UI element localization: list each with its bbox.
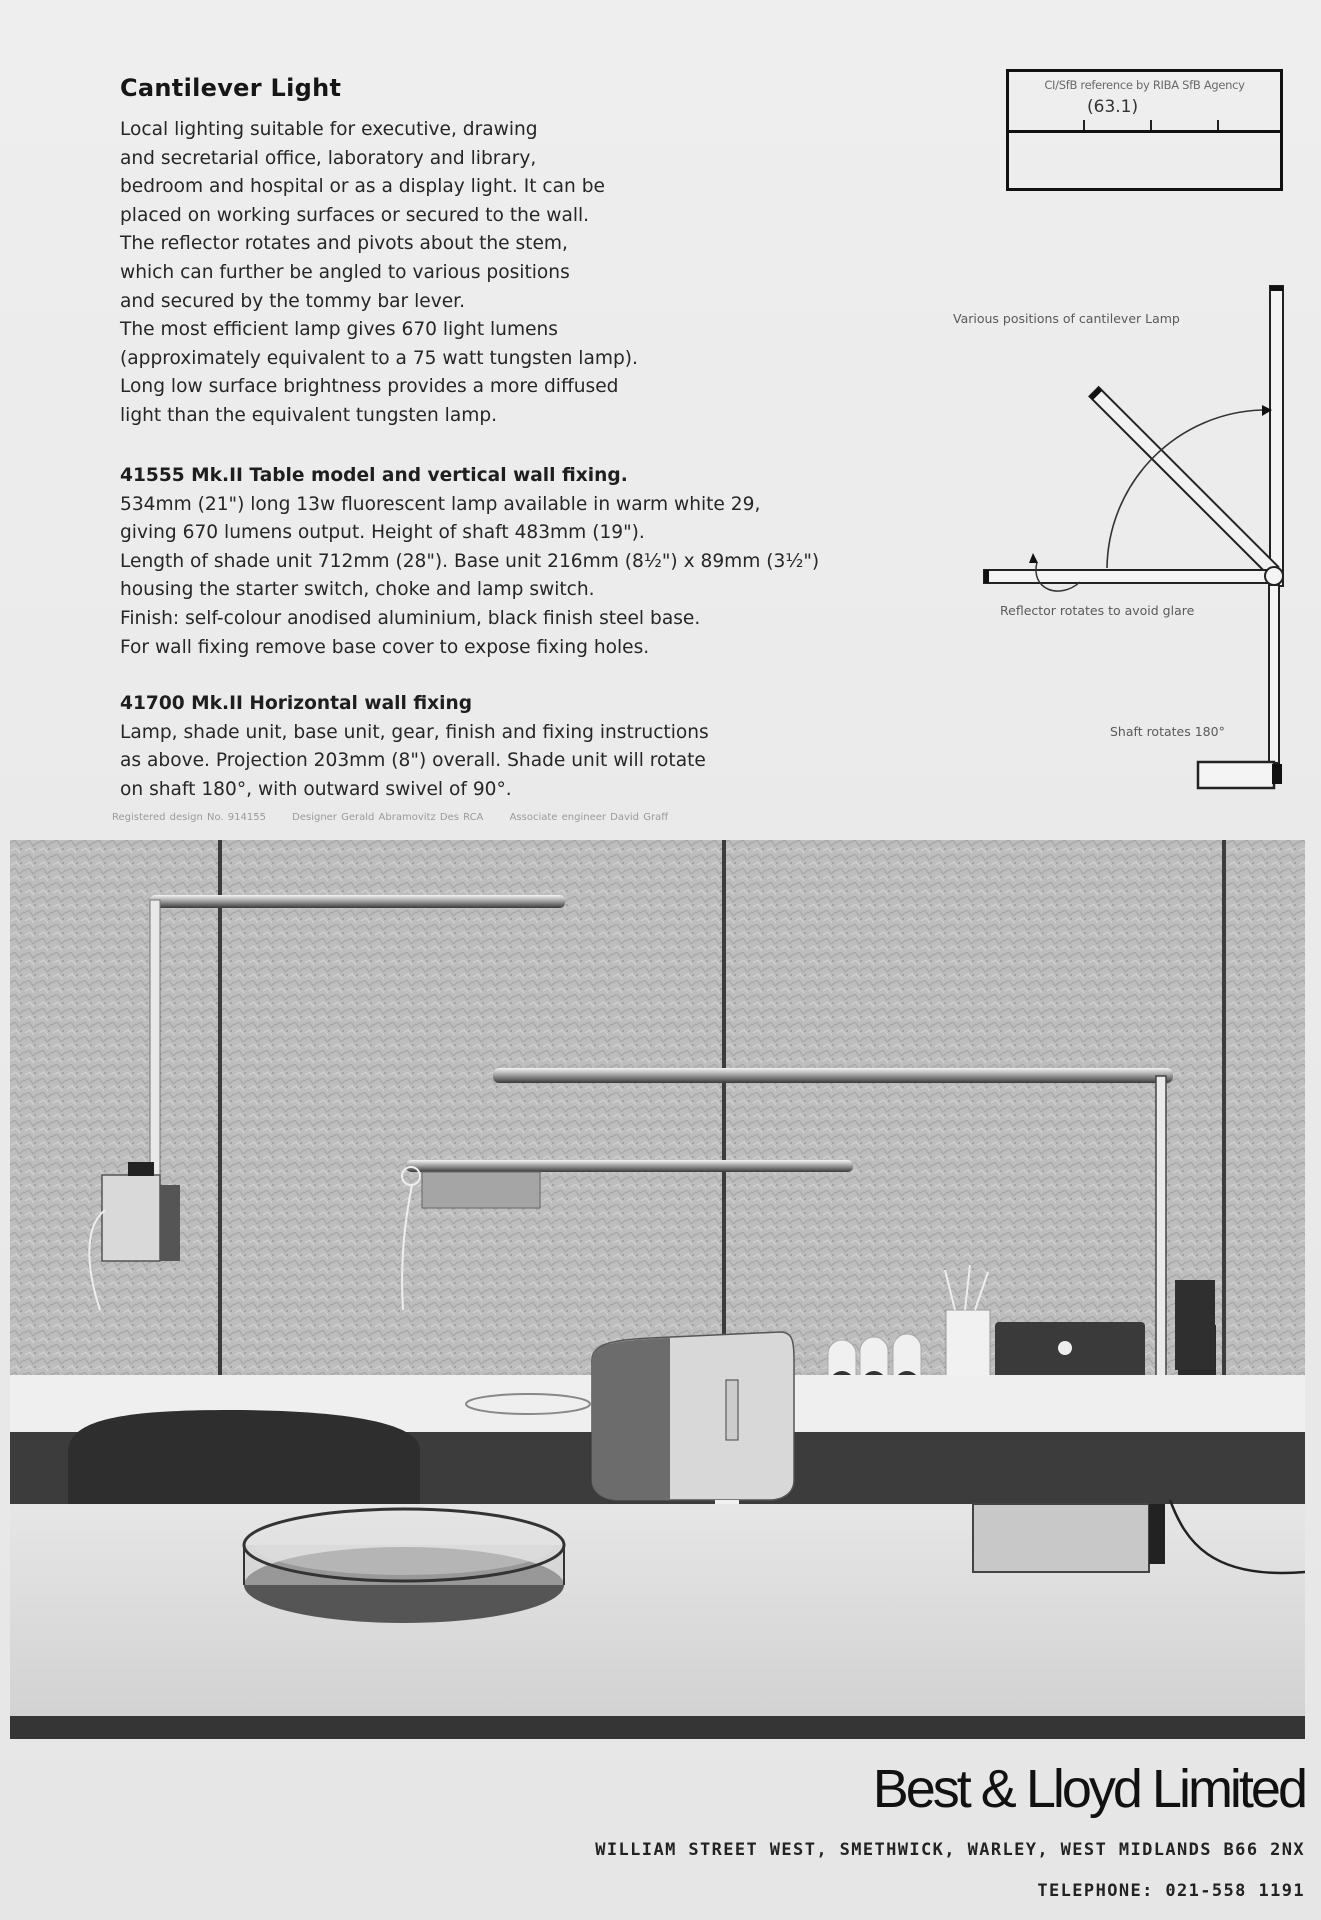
- cisfb-top-cell: [1009, 72, 1280, 133]
- model-41555-heading: 41555 Mk.II Table model and vertical wall fixing.: [120, 465, 628, 486]
- model-41700-section: [120, 690, 709, 804]
- diagram-label-shaft: Shaft rotates 180°: [1110, 724, 1225, 739]
- cisfb-tick: [1083, 120, 1085, 130]
- intro-line: which can further be angled to various positions: [120, 261, 570, 283]
- spec-line: Lamp, shade unit, base unit, gear, finish and fixing instructions: [120, 721, 709, 743]
- intro-line: and secretarial office, laboratory and library,: [120, 147, 537, 169]
- company-name: Best & Lloyd Limited: [872, 1759, 1305, 1819]
- intro-line: bedroom and hospital or as a display light. It can be: [120, 176, 605, 198]
- spec-line: Finish: self-colour anodised aluminium, black finish steel base.: [120, 607, 701, 629]
- spec-line: giving 670 lumens output. Height of shaft 483mm (19").: [120, 522, 645, 544]
- product-photograph: [10, 840, 1305, 1739]
- intro-line: (approximately equivalent to a 75 watt tungsten lamp).: [120, 347, 638, 369]
- table-edge: [10, 1716, 1305, 1739]
- arrow-head-icon: [1029, 553, 1038, 563]
- registered-design: Registered design No. 914155: [112, 812, 266, 823]
- lamp-diagonal-position: [1089, 387, 1278, 576]
- diagram-label-reflector: Reflector rotates to avoid glare: [1000, 603, 1195, 618]
- cisfb-tick: [1217, 120, 1219, 130]
- spec-line: housing the starter switch, choke and lamp switch.: [120, 579, 595, 601]
- lamp-horizontal-position: [984, 570, 1274, 583]
- intro-line: Local lighting suitable for executive, drawing: [120, 119, 538, 140]
- cisfb-reference-box: [1006, 69, 1283, 191]
- spec-line: as above. Projection 203mm (8") overall. Shade unit will rotate: [120, 750, 706, 772]
- pivot-joint: [1265, 567, 1283, 585]
- engineer-credit: Associate engineer David Graff: [509, 812, 669, 823]
- lamp-shaft: [1269, 585, 1279, 763]
- intro-line: light than the equivalent tungsten lamp.: [120, 404, 498, 426]
- cisfb-label: CI/SfB reference by RIBA SfB Agency: [1044, 78, 1245, 92]
- intro-line: and secured by the tommy bar lever.: [120, 290, 466, 312]
- lamp-positions-diagram: [960, 270, 1300, 790]
- intro-paragraph: [120, 116, 638, 431]
- chair-left: [68, 1410, 420, 1504]
- spec-line: on shaft 180°, with outward swivel of 90°.: [120, 778, 512, 800]
- spec-line: 534mm (21") long 13w fluorescent lamp available in warm white 29,: [120, 493, 761, 515]
- intro-line: placed on working surfaces or secured to the wall.: [120, 204, 590, 226]
- page-title: Cantilever Light: [120, 74, 342, 102]
- intro-line: Long low surface brightness provides a more diffused: [120, 376, 619, 398]
- company-telephone: TELEPHONE: 021-558 1191: [1037, 1881, 1305, 1901]
- wall-panel-divider: [1222, 840, 1226, 1400]
- spec-line: For wall fixing remove base cover to expose fixing holes.: [120, 636, 650, 658]
- model-41700-heading: 41700 Mk.II Horizontal wall fixing: [120, 693, 473, 714]
- cisfb-tick: [1150, 120, 1152, 130]
- diagram-label-positions: Various positions of cantilever Lamp: [953, 311, 1180, 326]
- design-credits: [112, 812, 690, 823]
- company-address: WILLIAM STREET WEST, SMETHWICK, WARLEY, WEST MIDLANDS B66 2NX: [595, 1840, 1305, 1860]
- spec-line: Length of shade unit 712mm (28"). Base unit 216mm (8½") x 89mm (3½"): [120, 550, 820, 572]
- glass-bowl: [244, 1509, 564, 1623]
- model-41555-section: [120, 462, 819, 662]
- intro-line: The reflector rotates and pivots about the stem,: [120, 233, 568, 255]
- lamp-base: [1198, 762, 1274, 788]
- designer-credit: Designer Gerald Abramovitz Des RCA: [292, 812, 484, 823]
- intro-line: The most efficient lamp gives 670 light lumens: [120, 319, 558, 341]
- wall-panel-divider: [218, 840, 222, 1400]
- lamp-vertical-position: [1270, 286, 1283, 586]
- wall-panel-divider: [722, 840, 726, 1400]
- cisfb-reference: (63.1): [1087, 97, 1139, 117]
